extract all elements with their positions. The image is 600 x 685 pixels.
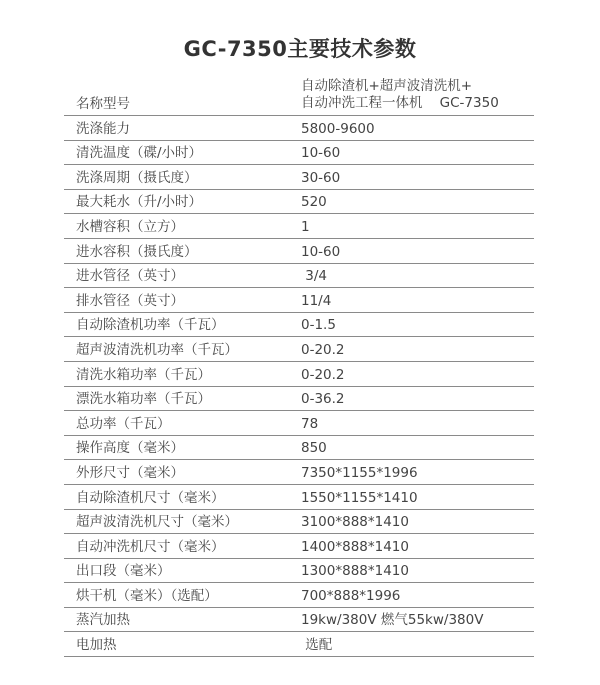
header-model-line-1: 自动除渣机+超声波清洗机+ (301, 78, 473, 94)
table-row (64, 165, 534, 190)
table-row (64, 608, 534, 633)
table-row (64, 460, 534, 485)
param-value: 10-60 (301, 243, 341, 260)
param-name: 自动冲洗机尺寸（毫米） (76, 538, 225, 555)
param-value: 700*888*1996 (301, 587, 401, 604)
table-row (64, 337, 534, 362)
param-name: 自动除渣机尺寸（毫米） (76, 489, 225, 506)
param-name: 漂洗水箱功率（千瓦） (76, 391, 211, 408)
table-row (64, 583, 534, 608)
param-value: 1 (301, 218, 310, 235)
table-row (64, 362, 534, 387)
table-body (64, 116, 534, 657)
header-model-line-2: 自动冲洗工程一体机 GC-7350 (301, 95, 499, 111)
table-row (64, 510, 534, 535)
page-title: GC-7350主要技术参数 (183, 37, 417, 61)
spec-table (64, 68, 534, 657)
param-name: 电加热 (76, 637, 117, 654)
table-row (64, 436, 534, 461)
table-row (64, 534, 534, 559)
param-value: 5800-9600 (301, 120, 375, 137)
table-row (64, 313, 534, 338)
param-value: 19kw/380V 燃气55kw/380V (301, 612, 484, 629)
param-name: 操作高度（毫米） (76, 440, 184, 457)
table-row (64, 214, 534, 239)
table-row (64, 116, 534, 141)
param-value: 78 (301, 415, 319, 432)
param-name: 排水管径（英寸） (76, 292, 184, 309)
param-name: 水槽容积（立方） (76, 218, 184, 235)
table-row (64, 264, 534, 289)
param-name: 清洗水箱功率（千瓦） (76, 366, 211, 383)
header-model-value (301, 78, 499, 112)
param-value: 3/4 (301, 268, 328, 285)
param-value: 0-1.5 (301, 317, 336, 334)
param-name: 超声波清洗机功率（千瓦） (76, 341, 238, 358)
param-value: 850 (301, 440, 327, 457)
param-name: 蒸汽加热 (76, 612, 130, 629)
table-row (64, 141, 534, 166)
param-value: 0-20.2 (301, 366, 345, 383)
param-value: 520 (301, 194, 327, 211)
param-name: 出口段（毫米） (76, 563, 171, 580)
param-name: 总功率（千瓦） (76, 415, 171, 432)
param-value: 7350*1155*1996 (301, 464, 418, 481)
table-row (64, 288, 534, 313)
table-row (64, 387, 534, 412)
param-name: 洗涤能力 (76, 120, 130, 137)
param-value: 10-60 (301, 145, 341, 162)
param-value: 3100*888*1410 (301, 514, 409, 531)
header-name-label: 名称型号 (76, 96, 130, 112)
param-value: 1400*888*1410 (301, 538, 409, 555)
param-value: 0-20.2 (301, 341, 345, 358)
param-name: 自动除渣机功率（千瓦） (76, 317, 225, 334)
param-name: 清洗温度（碟/小时） (76, 145, 203, 162)
param-name: 超声波清洗机尺寸（毫米） (76, 514, 238, 531)
param-value: 1550*1155*1410 (301, 489, 418, 506)
param-value: 1300*888*1410 (301, 563, 409, 580)
table-row (64, 632, 534, 657)
table-row (64, 485, 534, 510)
table-row (64, 190, 534, 215)
param-value: 30-60 (301, 169, 341, 186)
param-name: 外形尺寸（毫米） (76, 464, 184, 481)
param-name: 进水管径（英寸） (76, 268, 184, 285)
param-value: 选配 (301, 637, 333, 654)
param-name: 洗涤周期（摄氏度） (76, 169, 198, 186)
param-name: 进水容积（摄氏度） (76, 243, 198, 260)
param-name: 烘干机（毫米）（选配） (76, 587, 218, 604)
table-row (64, 559, 534, 584)
param-value: 11/4 (301, 292, 332, 309)
table-header-row (64, 68, 534, 116)
table-row (64, 411, 534, 436)
param-value: 0-36.2 (301, 391, 345, 408)
table-row (64, 239, 534, 264)
param-name: 最大耗水（升/小时） (76, 194, 203, 211)
